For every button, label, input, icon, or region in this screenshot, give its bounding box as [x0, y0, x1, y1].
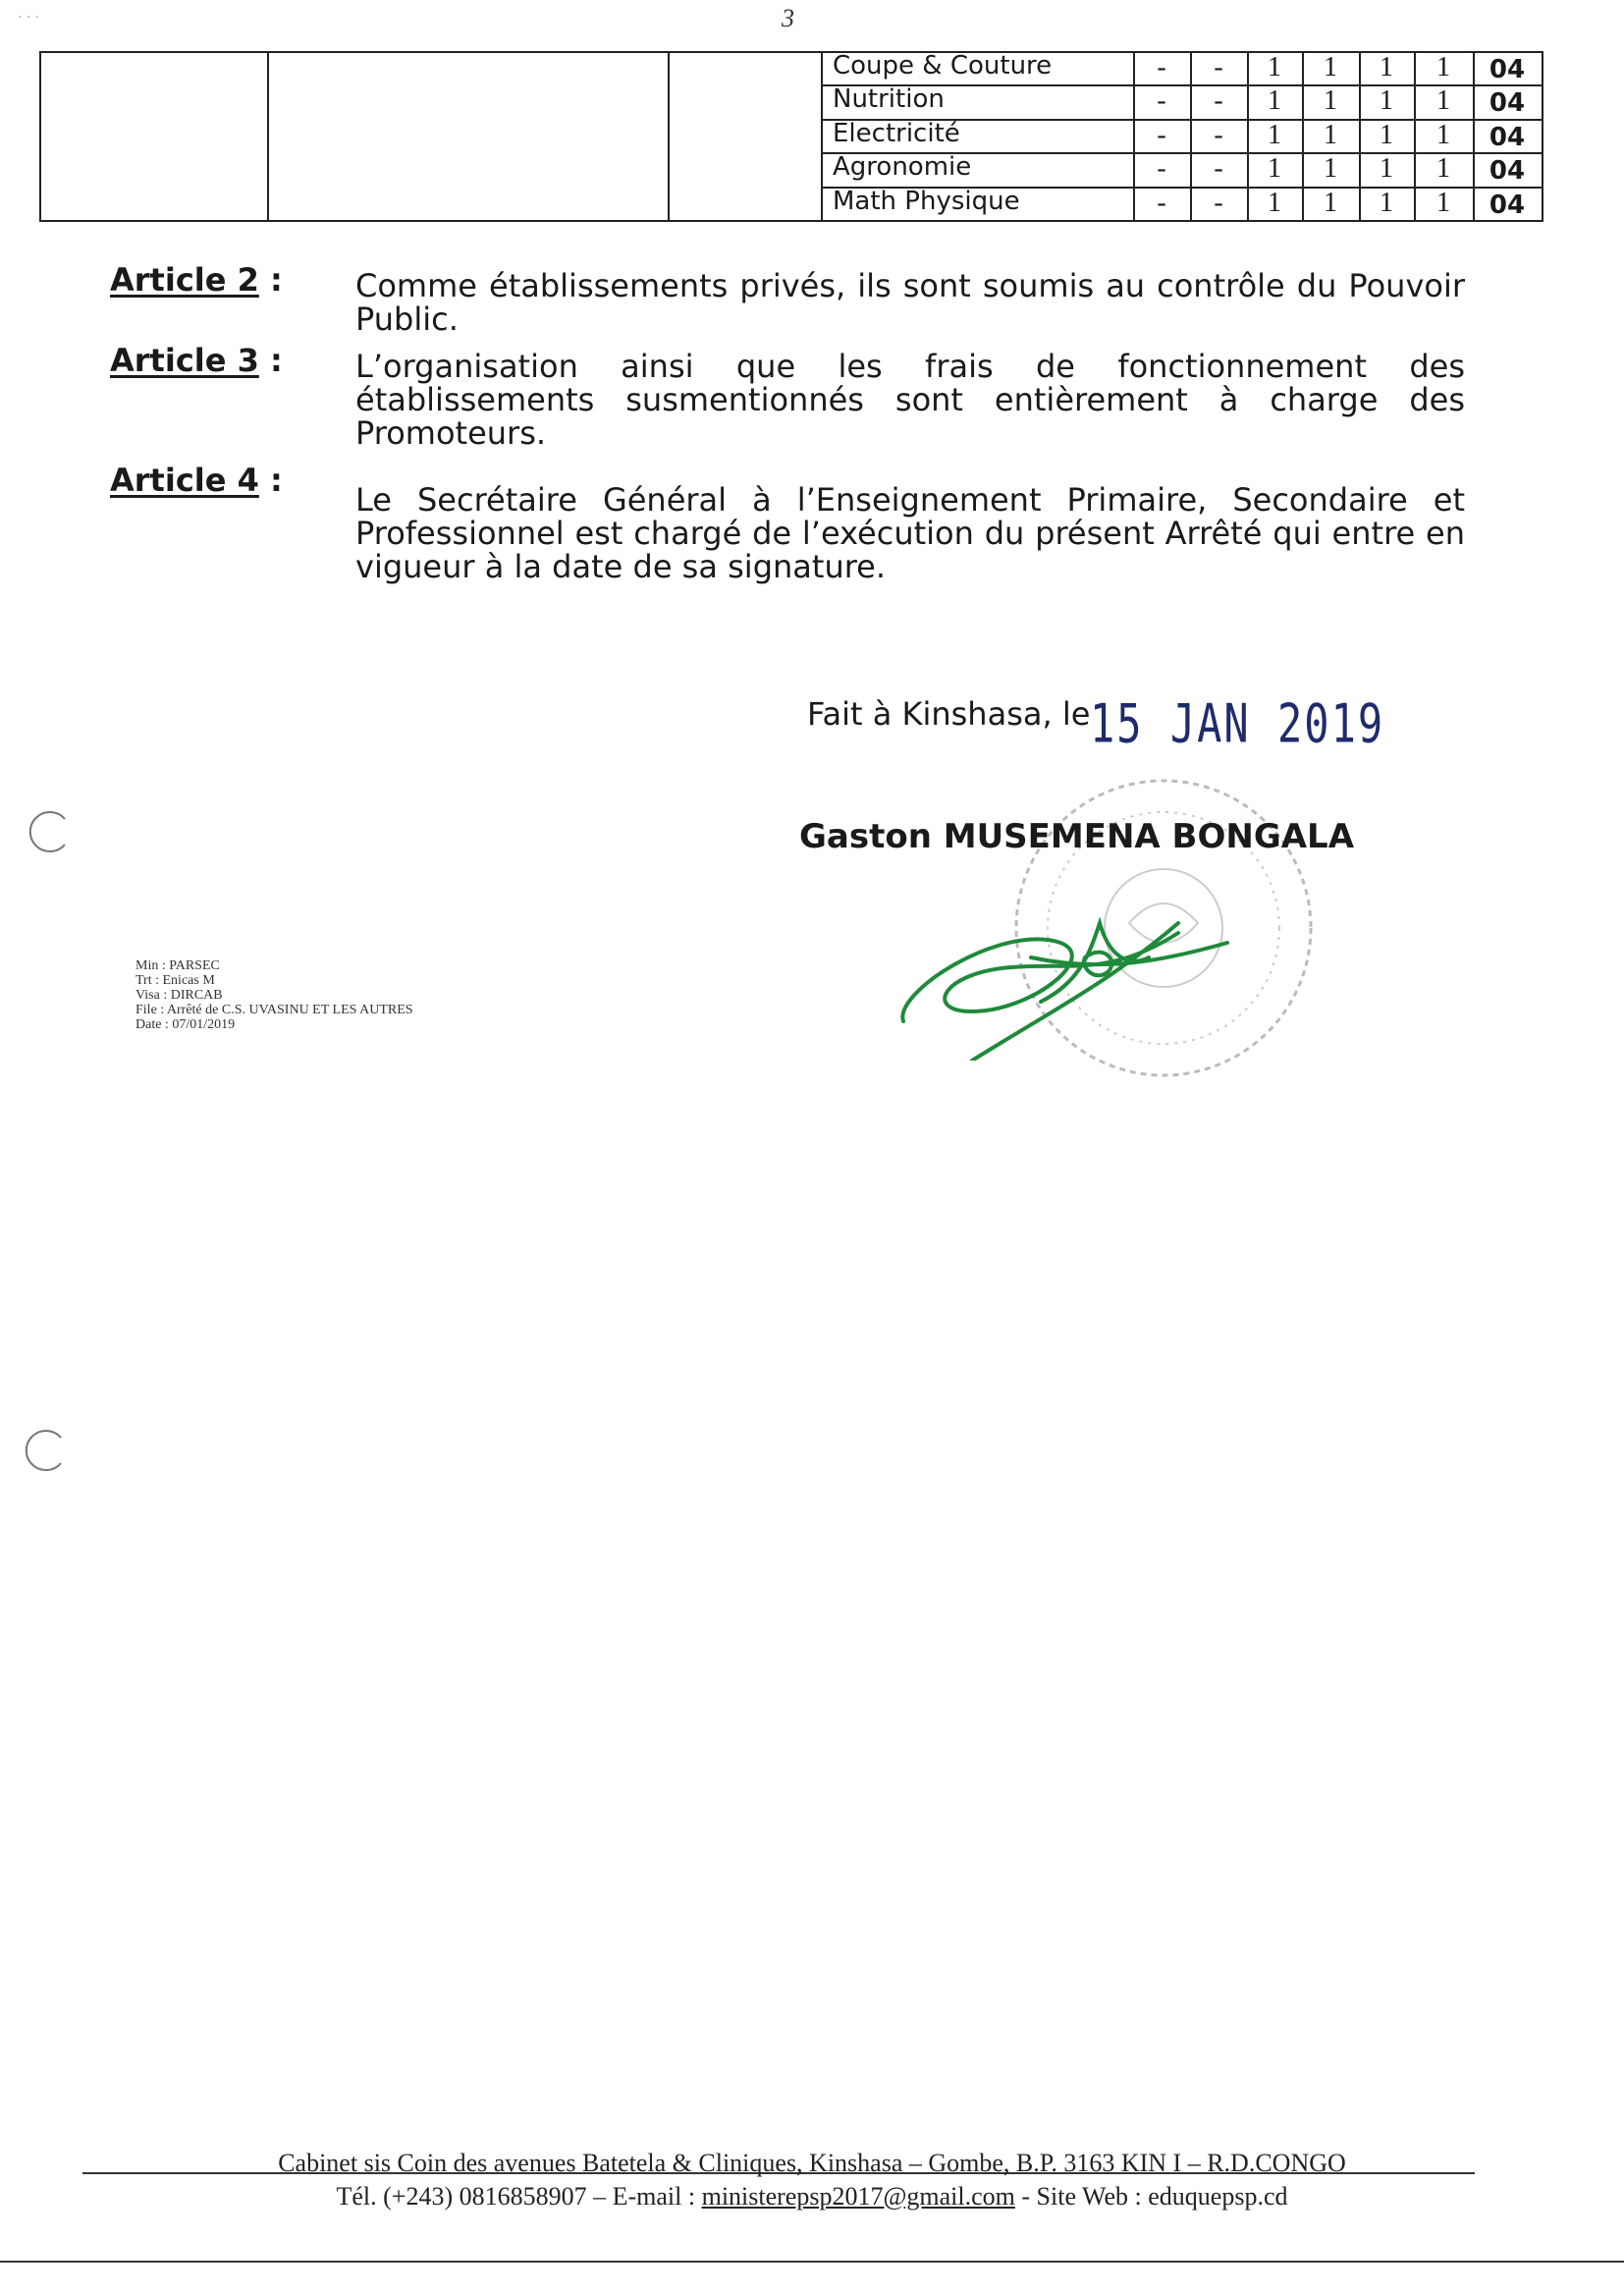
value-cell: 1: [1436, 153, 1450, 185]
subject-cell: Math Physique: [833, 186, 1020, 216]
value-cell: -: [1214, 119, 1223, 150]
punch-hole-bottom: [22, 1426, 71, 1475]
value-cell: 1: [1268, 119, 1281, 150]
subject-cell: Agronomie: [833, 152, 972, 183]
column-divider: [267, 51, 269, 220]
place-and-date-label: Fait à Kinshasa, le: [807, 695, 1091, 733]
footer-address: Cabinet sis Coin des avenues Batetela & Cliniques, Kinshasa – Gombe, B.P. 3163 KIN I – R.D.CONGO: [278, 2149, 1346, 2177]
ref-visa: Visa : DIRCAB: [135, 988, 223, 1003]
article-3-text: L’organisation ainsi que les frais de fonctionnement des établissements susmentionnés sont entièrement à charge des Promoteurs.: [355, 348, 1465, 452]
value-cell: 1: [1380, 52, 1393, 82]
value-cell: -: [1157, 119, 1166, 150]
ref-trt: Trt : Enicas M: [135, 973, 215, 988]
value-cell: -: [1214, 187, 1223, 218]
footer-contact: Tél. (+243) 0816858907 – E-mail : ministerepsp2017@gmail.com - Site Web : eduquepsp.cd: [336, 2182, 1288, 2211]
value-cell: 1: [1268, 85, 1281, 117]
signatory-name: Gaston MUSEMENA BONGALA: [799, 817, 1355, 856]
value-cell: 1: [1324, 119, 1337, 150]
subject-cell: Nutrition: [833, 84, 945, 115]
total-cell: 04: [1489, 156, 1526, 187]
value-cell: 1: [1436, 187, 1450, 218]
column-divider: [821, 51, 823, 220]
value-cell: 1: [1380, 153, 1393, 185]
value-cell: 1: [1268, 153, 1281, 185]
footer-email-link[interactable]: ministerepsp2017@gmail.com: [701, 2182, 1015, 2211]
value-cell: 1: [1380, 187, 1393, 218]
value-cell: 1: [1324, 187, 1337, 218]
date-stamp: 15 JAN 2019: [1090, 691, 1385, 755]
table-border-right: [1542, 51, 1543, 222]
article-4-text: Le Secrétaire Général à l’Enseignement Primaire, Secondaire et Professionnel est chargé de l’exécution du présent Arrêté qui entre en vigueur à la date de sa signature.: [355, 481, 1465, 585]
value-cell: -: [1157, 85, 1166, 117]
value-cell: -: [1157, 187, 1166, 218]
value-cell: -: [1157, 52, 1166, 82]
value-cell: 1: [1436, 85, 1450, 117]
value-cell: -: [1214, 153, 1223, 185]
subject-cell: Electricité: [833, 118, 960, 148]
ref-file: File : Arrêté de C.S. UVASINU ET LES AUTRES: [135, 1003, 413, 1017]
ref-min: Min : PARSEC: [135, 958, 220, 973]
value-cell: 1: [1268, 187, 1281, 218]
value-cell: 1: [1380, 85, 1393, 117]
footer-bottom-rule: [0, 2261, 1624, 2263]
ref-date: Date : 07/01/2019: [135, 1017, 236, 1032]
article-4-label: Article 4 :: [110, 462, 283, 499]
value-cell: -: [1214, 85, 1223, 117]
article-3-label: Article 3 :: [110, 342, 283, 379]
value-cell: 1: [1436, 52, 1450, 82]
article-2-text: Comme établissements privés, ils sont soumis au contrôle du Pouvoir Public.: [355, 267, 1465, 338]
total-cell: 04: [1489, 190, 1526, 220]
total-cell: 04: [1489, 122, 1526, 152]
value-cell: 1: [1436, 119, 1450, 150]
reference-block: [135, 958, 450, 1032]
value-cell: -: [1214, 52, 1223, 82]
value-cell: 1: [1324, 85, 1337, 117]
total-cell: 04: [1489, 88, 1526, 119]
article-2-label: Article 2 :: [110, 261, 283, 299]
subject-table: [39, 51, 1542, 220]
total-cell: 04: [1489, 55, 1526, 84]
table-border-bottom: [39, 220, 1542, 222]
value-cell: 1: [1324, 52, 1337, 82]
table-border-left: [39, 51, 41, 220]
value-cell: 1: [1268, 52, 1281, 82]
column-divider: [668, 51, 670, 220]
handwritten-signature: [884, 864, 1257, 1061]
scan-mark: · · ·: [18, 10, 40, 26]
value-cell: 1: [1324, 153, 1337, 185]
value-cell: 1: [1380, 119, 1393, 150]
value-cell: -: [1157, 153, 1166, 185]
subject-cell: Coupe & Couture: [833, 51, 1053, 81]
punch-hole-top: [26, 807, 75, 856]
page-number: 3: [782, 4, 794, 32]
